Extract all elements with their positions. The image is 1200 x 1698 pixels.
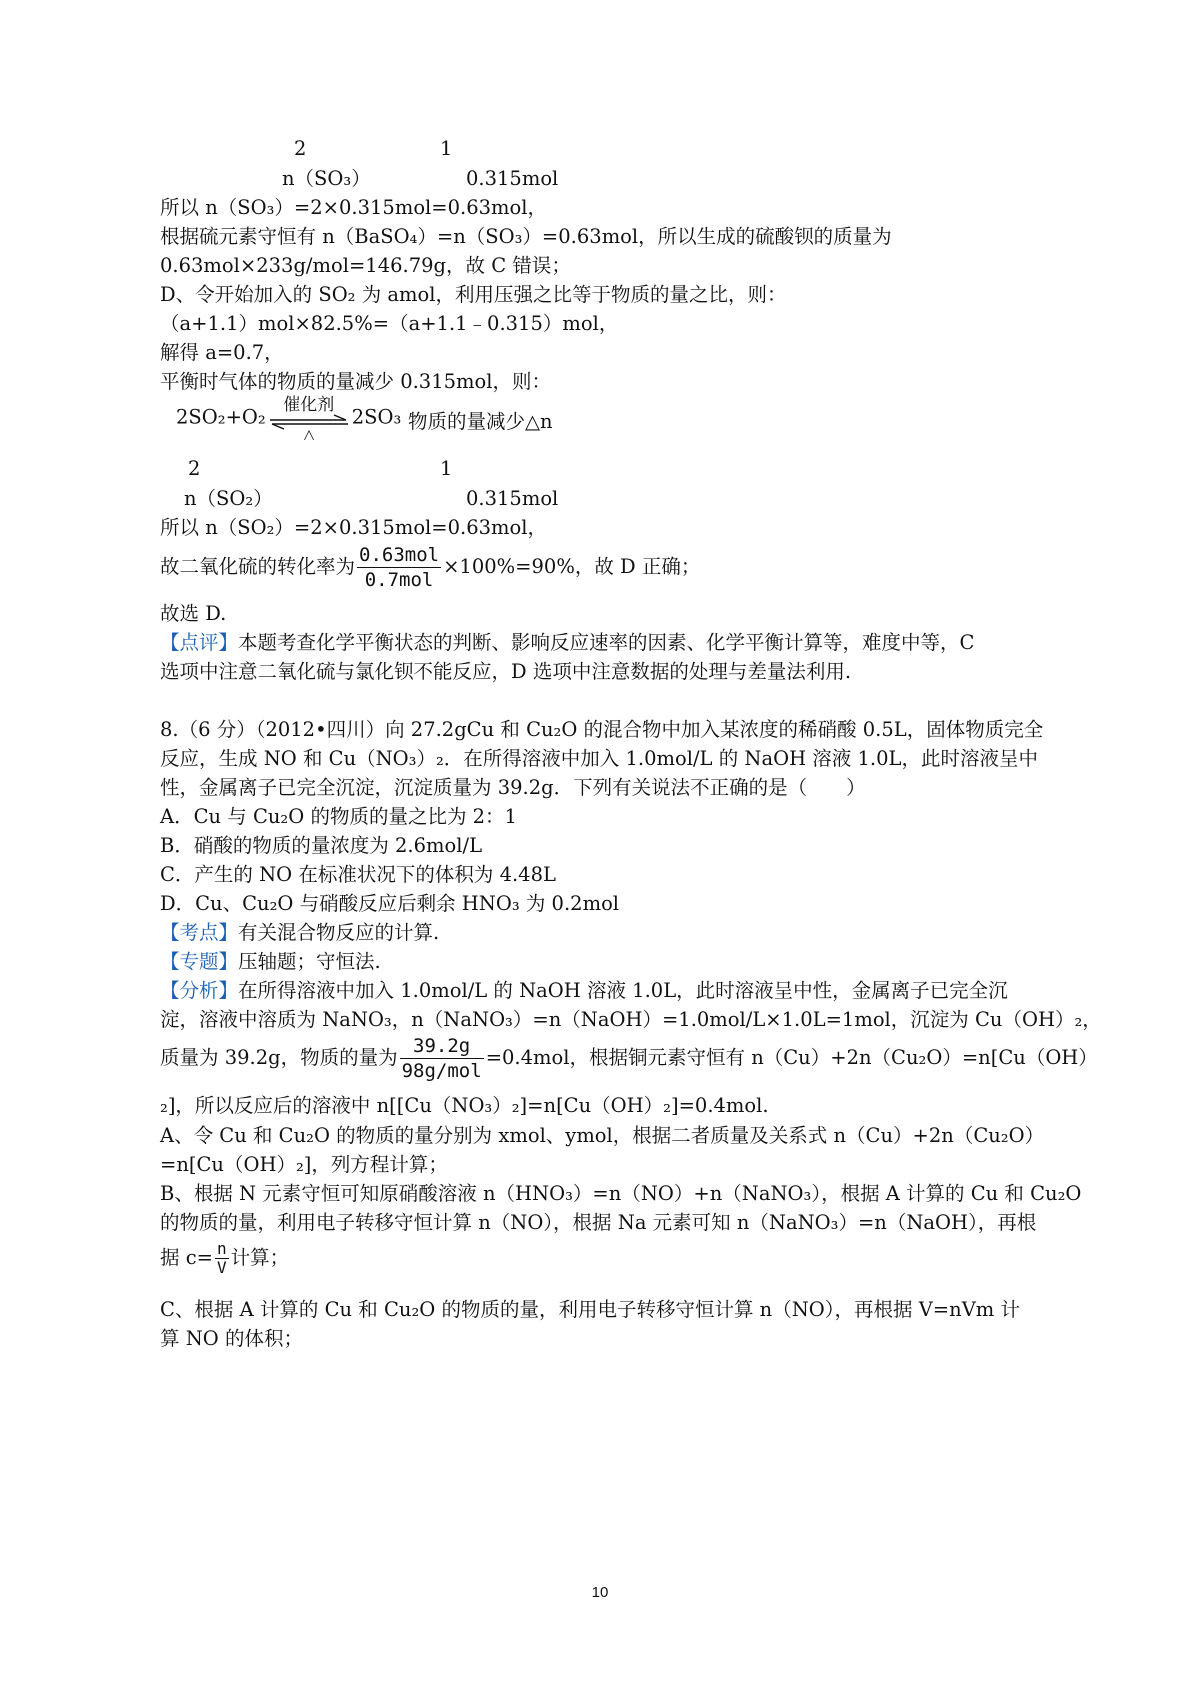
text-line: 0.63mol×233g/mol=146.79g，故 C 错误； [160, 254, 571, 277]
option-b: B．硝酸的物质的量浓度为 2.6mol/L [160, 834, 483, 857]
eq-reactants: 2SO₂+O₂ [176, 405, 266, 429]
text-line: 根据硫元素守恒有 n（BaSO₄）=n（SO₃）=0.63mol，所以生成的硫酸钡的质量为 [160, 225, 892, 248]
text-line: 解得 a=0.7， [160, 341, 284, 364]
n-so2: n（SO₂） [184, 487, 273, 510]
eq-note: 物质的量减少△n [408, 410, 553, 433]
option-c: C．产生的 NO 在标准状况下的体积为 4.48L [160, 863, 556, 886]
zhuanti-line: 【专题】压轴题；守恒法. [160, 950, 381, 973]
text-line: （a+1.1）mol×82.5%=（a+1.1﹣0.315）mol， [160, 312, 619, 335]
text-line: =n[Cu（OH）₂]，列方程计算； [160, 1153, 448, 1176]
heat-symbol: △ [303, 427, 315, 440]
text-line: 淀，溶液中溶质为 NaNO₃，n（NaNO₃）=n（NaOH）=1.0mol/L×1.0L=1mol，沉淀为 Cu（OH）₂， [160, 1008, 1102, 1031]
text-line: ₂]，所以反应后的溶液中 n[[Cu（NO₃）₂]=n[Cu（OH）₂]=0.4mol. [160, 1094, 769, 1117]
fraction-c: $\frac{n}{V}$ [216, 1239, 227, 1277]
fraction-conversion: $\frac{\text{0.63mol}}{\text{0.7mol}}$ [359, 544, 440, 591]
fraction-moles: $\frac{39.2g}{\text{98g/mol}}$ [401, 1035, 482, 1082]
question-text: 反应，生成 NO 和 Cu（NO₃）₂．在所得溶液中加入 1.0mol/L 的 NaOH 溶液 1.0L，此时溶液呈中 [160, 747, 1038, 770]
val-0315-a: 0.315mol [466, 167, 559, 190]
comment-line: 【点评】本题考查化学平衡状态的判断、影响反应速率的因素、化学平衡计算等，难度中等，C [160, 631, 975, 654]
zhuanti-tag: 【专题】 [160, 950, 239, 973]
question-text: 性，金属离子已完全沉淀，沉淀质量为 39.2g．下列有关说法不正确的是（ ） [160, 776, 866, 799]
text-line: 所以 n（SO₃）=2×0.315mol=0.63mol， [160, 196, 548, 219]
coef-so2-1: 1 [440, 457, 453, 480]
text-line: 的物质的量，利用电子转移守恒计算 n（NO），根据 Na 元素可知 n（NaNO₃）=n（NaOH），再根 [160, 1211, 1037, 1234]
text-line: 故选 D. [160, 602, 227, 625]
text-line: D、令开始加入的 SO₂ 为 amol，利用压强之比等于物质的量之比，则： [160, 283, 787, 306]
catalyst-label: 催化剂 [283, 395, 335, 415]
kaodian-line: 【考点】有关混合物反应的计算. [160, 921, 440, 944]
comment-tag: 【点评】 [160, 631, 239, 654]
reaction-equation [176, 396, 401, 440]
conversion-line: 故二氧化硫的转化率为 $\frac{\text{0.63mol}}{\text{0.7mol}}$ ×100%=90%，故 D 正确； [160, 544, 701, 591]
equilibrium-arrow-icon [268, 414, 350, 440]
coef-so3-2: 2 [294, 137, 307, 160]
n-so3: n（SO₃） [282, 167, 371, 190]
fenxi-line: 【分析】在所得溶液中加入 1.0mol/L 的 NaOH 溶液 1.0L，此时溶液呈中性，金属离子已完全沉 [160, 979, 1008, 1002]
page-number: 10 [591, 1584, 609, 1601]
text-line: 选项中注意二氧化硫与氯化钡不能反应，D 选项中注意数据的处理与差量法利用. [160, 660, 852, 683]
text-line: A、令 Cu 和 Cu₂O 的物质的量分别为 xmol、ymol，根据二者质量及关系式 n（Cu）+2n（Cu₂O） [160, 1124, 1045, 1147]
reversible-arrow [268, 396, 350, 440]
moles-line: 质量为 39.2g，物质的量为 $\frac{39.2g}{\text{98g/mol}}$ =0.4mol，根据铜元素守恒有 n（Cu）+2n（Cu₂O）=n[Cu（OH） [160, 1035, 1098, 1082]
eq-product: 2SO₃ [351, 405, 402, 429]
coef-so3-1: 1 [440, 137, 453, 160]
text-line: 所以 n（SO₂）=2×0.315mol=0.63mol， [160, 516, 548, 539]
coef-so2-2: 2 [188, 457, 201, 480]
option-a: A．Cu 与 Cu₂O 的物质的量之比为 2：1 [160, 805, 517, 828]
text-line: 平衡时气体的物质的量减少 0.315mol，则： [160, 370, 551, 393]
question-text: 8.（6 分）（2012•四川）向 27.2gCu 和 Cu₂O 的混合物中加入某浓度的稀硝酸 0.5L，固体物质完全 [160, 718, 1044, 741]
text-line: 算 NO 的体积； [160, 1327, 303, 1350]
text-line: B、根据 N 元素守恒可知原硝酸溶液 n（HNO₃）=n（NO）+n（NaNO₃），根据 A 计算的 Cu 和 Cu₂O [160, 1182, 1082, 1205]
text-line: C、根据 A 计算的 Cu 和 Cu₂O 的物质的量，利用电子转移守恒计算 n（NO），再根据 V=nVm 计 [160, 1298, 1020, 1321]
concentration-line: 据 c= $\frac{n}{V}$ 计算； [160, 1239, 290, 1277]
fenxi-tag: 【分析】 [160, 979, 239, 1002]
val-0315-b: 0.315mol [466, 487, 559, 510]
kaodian-tag: 【考点】 [160, 921, 239, 944]
option-d: D．Cu、Cu₂O 与硝酸反应后剩余 HNO₃ 为 0.2mol [160, 892, 620, 915]
